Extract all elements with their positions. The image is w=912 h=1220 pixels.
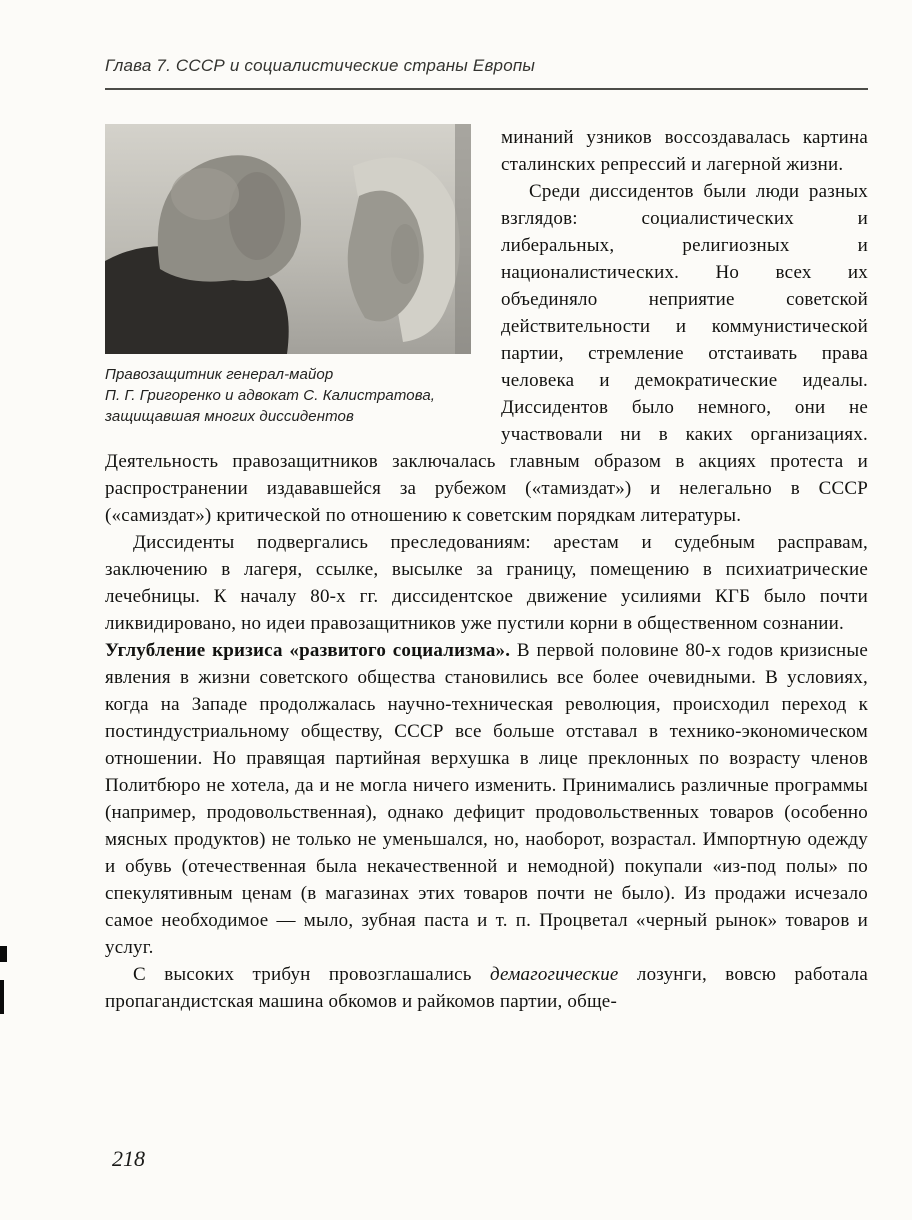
slogans-text-before: С высоких трибун провозглашались (133, 964, 490, 985)
photo-dissidents (105, 124, 471, 354)
scan-artifact (0, 946, 7, 962)
photo-figure (105, 124, 471, 427)
paragraph-dissidents: Среди диссидентов были люди разных взглядов: социалистических и либеральных, религиозных и националистических. Но всех их объединяло неприятие советской действительности и коммунистической партии, стремление отстаивать права человека и демократические идеалы. Диссидентов было немного, они не участвовали ни в каких организациях. Деятельность правозащитников заключалась главным образом в акциях протеста и распространении издававшейся за рубежом («тамиздат») и нелегально в СССР («самиздат») критической по отношению к советским порядкам литературы. (105, 181, 868, 526)
paragraph-crisis (105, 637, 868, 961)
caption-line: П. Г. Григоренко и адвокат С. Калистратова, (105, 387, 436, 404)
slogans-text-after: лозунги, вовсю работала пропагандистская машина обкомов и райкомов партии, обще- (105, 964, 868, 1012)
running-header (105, 56, 868, 90)
italic-term: демагогические (489, 964, 619, 985)
caption-line: Правозащитник генерал-майор (105, 366, 334, 383)
page-number: 218 (112, 1146, 145, 1171)
photo-caption (105, 364, 471, 427)
caption-line: защищавшая многих диссидентов (105, 408, 354, 425)
chapter-title: Глава 7. СССР и социалистические страны Европы (105, 56, 536, 75)
page-content (105, 124, 868, 1015)
paragraph-slogans (105, 961, 868, 1015)
section-heading: Углубление кризиса «развитого социализма». (105, 640, 511, 661)
paragraph-continuation: минаний узников воссоздавалась картина сталинских репрессий и лагерной жизни. (501, 127, 868, 175)
paragraph-persecution: Диссиденты подвергались преследованиям: арестам и судебным расправам, заключению в лагеря, ссылке, высылке за границу, помещению в психиатрические лечебницы. К началу 80-х гг. диссидентское движение усилиями КГБ было почти ликвидировано, но идеи правозащитников уже пустили корни в общественном сознании. (105, 532, 868, 634)
paragraph-crisis-text: В первой половине 80-х годов кризисные явления в жизни советского общества становились все более очевидными. В условиях, когда на Западе продолжалась научно-техническая революция, происходил переход к постиндустриальному обществу, СССР все больше отставал в технико-экономическом отношении. Но правящая партийная верхушка в лице преклонных по возрасту членов Политбюро не хотела, да и не могла ничего изменить. Принимались различные программы (например, продовольственная), однако дефицит продовольственных товаров (особенно мясных продуктов) не только не уменьшался, но, наоборот, возрастал. Импортную одежду и обувь (отечественная была некачественной и немодной) покупали «из-под полы» по спекулятивным ценам (в магазинах этих товаров почти не было). Из продажи исчезало самое необходимое — мыло, зубная паста и т. п. Процветал «черный рынок» товаров и услуг. (105, 640, 868, 958)
scan-artifact (0, 980, 4, 1014)
